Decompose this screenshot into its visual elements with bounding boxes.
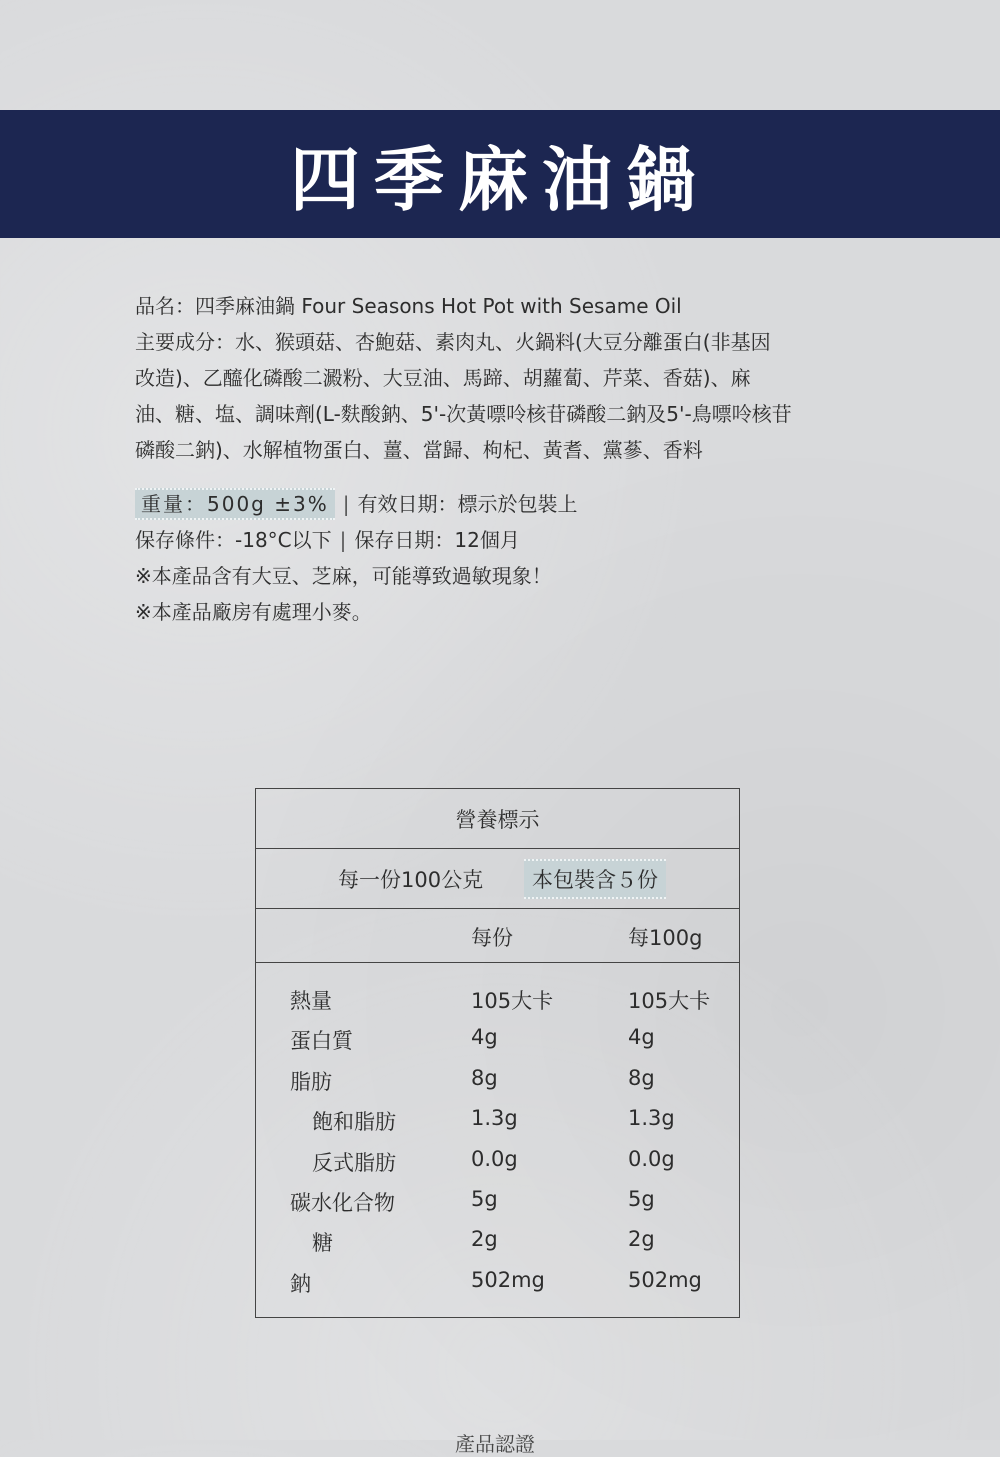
title-banner [0,110,1000,238]
nutrient-row [256,1147,739,1187]
product-info [135,288,875,630]
nutrient-name: 熱量 [290,989,332,1013]
nutrient-row [256,1025,739,1065]
nutrient-row [256,1106,739,1146]
page-title: 四季麻油鍋 [290,137,710,221]
nutrient-per-serving: 105大卡 [471,989,554,1013]
facility-note: ※本產品廠房有處理小麥。 [135,600,372,624]
allergen-warning: ※本產品含有大豆、芝麻，可能導致過敏現象！ [135,564,552,588]
nutrition-title: 營養標示 [256,789,739,849]
divider: | [342,492,350,516]
serving-size: 每一份100公克 [338,867,484,892]
nutrient-per-serving: 8g [471,1065,498,1090]
nutrient-name: 碳水化合物 [290,1190,395,1215]
ingredients-line: 磷酸二鈉)、水解植物蛋白、薑、當歸、枸杞、黃耆、黨蔘、香料 [135,438,703,462]
shelf-life-text: 保存日期：12個月 [354,528,520,552]
ingredients-line: 油、糖、塩、調味劑(L-麩酸鈉、5'-次黃嘌呤核苷磷酸二鈉及5'-鳥嘌呤核苷 [135,402,792,426]
nutrient-per-100g: 4g [628,1025,655,1050]
nutrient-per-100g: 105大卡 [628,989,711,1013]
product-name: 品名：四季麻油鍋 Four Seasons Hot Pot with Sesame Oil [135,294,682,318]
nutrient-per-100g: 0.0g [628,1146,675,1171]
nutrition-table [255,788,740,1318]
nutrient-per-serving: 5g [471,1186,498,1211]
ingredients-line: 改造)、乙醯化磷酸二澱粉、大豆油、馬蹄、胡蘿蔔、芹菜、香菇)、麻 [135,366,751,390]
nutrient-name: 糖 [312,1231,333,1256]
nutrient-per-serving: 502mg [471,1267,545,1292]
nutrient-per-serving: 1.3g [471,1106,518,1131]
nutrient-per-100g: 2g [628,1227,655,1252]
col-per-100g: 每100g [628,926,703,950]
col-per-serving: 每份 [471,926,513,950]
ingredients-line: 主要成分：水、猴頭菇、杏鮑菇、素肉丸、火鍋料(大豆分離蛋白(非基因 [135,330,771,354]
nutrient-per-100g: 8g [628,1065,655,1090]
nutrient-name: 鈉 [290,1271,311,1296]
nutrient-row [256,985,739,1025]
divider: | [339,528,347,552]
nutrient-name: 蛋白質 [290,1029,353,1054]
weight-badge: 重量：500g ±3% [135,488,335,520]
nutrient-row [256,1268,739,1308]
nutrient-per-serving: 2g [471,1227,498,1252]
serving-row [256,849,739,909]
nutrient-per-serving: 4g [471,1025,498,1050]
nutrient-name: 飽和脂肪 [312,1110,396,1135]
nutrient-name: 反式脂肪 [312,1150,396,1175]
column-header-row [256,909,739,963]
nutrient-per-100g: 502mg [628,1267,702,1292]
section-heading-partial: 產品認證 [455,1432,535,1456]
nutrient-per-100g: 1.3g [628,1106,675,1131]
nutrient-name: 脂肪 [290,1069,332,1094]
servings-badge: 本包裝含５份 [524,859,666,899]
expiry-text: 有效日期：標示於包裝上 [357,492,578,516]
nutrient-row [256,1187,739,1227]
storage-text: 保存條件：-18°C以下 [135,528,332,552]
nutrient-per-100g: 5g [628,1186,655,1211]
nutrient-per-serving: 0.0g [471,1146,518,1171]
nutrient-row [256,1066,739,1106]
nutrient-row [256,1227,739,1267]
